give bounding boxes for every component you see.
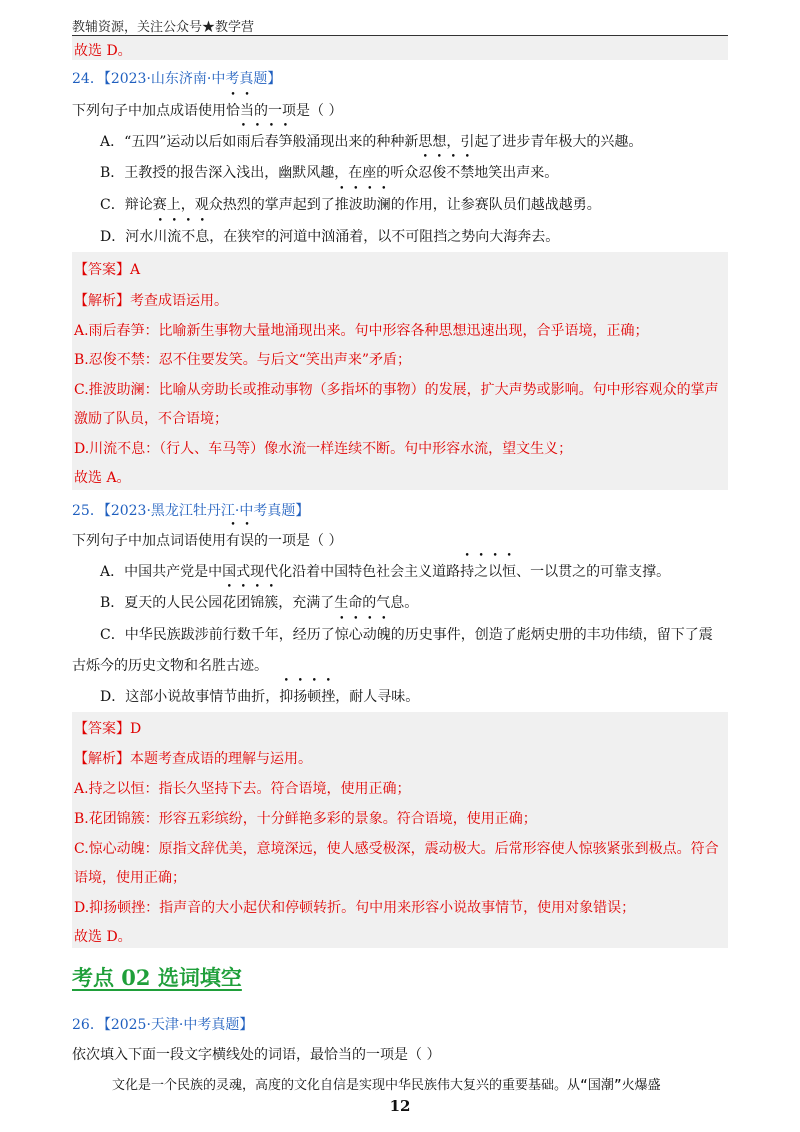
q24-analysis-b: B.忍俊不禁：忍不住要发笑。与后文“笑出声来”矛盾；: [74, 352, 412, 368]
q24-heading: [72, 68, 281, 88]
q26-stem: 依次填入下面一段文字横线处的词语，最恰当的一项是（ ）: [72, 1047, 441, 1063]
q24-analysis-c1: C.推波助澜：比喻从旁助长或推动事物（多指坏的事物）的发展，扩大声势或影响。句中形容观众的掌声: [74, 382, 719, 398]
q25-heading: [72, 500, 309, 520]
q25-conclusion: 故选 D。: [74, 929, 132, 945]
q25-analysis-d: D.抑扬顿挫：指声音的大小起伏和停顿转折。句中用来形容小说故事情节，使用对象错误；: [74, 900, 636, 916]
q24-analysis-c2: 激励了队员，不合语境；: [74, 411, 228, 427]
q25-stem: 下列句子中加点词语使用有误的一项是（ ）: [72, 533, 343, 549]
q24-number: 24．: [72, 71, 104, 87]
q24-option-d[interactable]: D．河水川流不息，在狭窄的河道中汹涌着，以不可阻挡之势向大海奔去。: [100, 229, 560, 245]
q24-answer: 【答案】A: [74, 262, 141, 278]
page-header: 教辅资源，关注公众号★教学营: [72, 20, 255, 35]
section-title: 考点 02 选词填空: [72, 965, 242, 990]
q24-analysis-d: D.川流不息：（行人、车马等）像水流一样连续不断。句中形容水流，望文生义；: [74, 441, 573, 457]
q24-source: 【2023·山东济南·中考真题】: [103, 71, 282, 87]
q24-conclusion: 故选 A。: [74, 470, 131, 486]
q26-number: 26．: [72, 1017, 104, 1033]
q25-option-c-line2: 古烁今的历史文物和名胜古迹。: [72, 658, 268, 674]
q25-analysis-c1: C.惊心动魄：原指文辞优美，意境深远，使人感受极深，震动极大。后常形容使人惊骇紧张到极点。符合: [74, 841, 719, 857]
q25-analysis-a: A.持之以恒：指长久坚持下去。符合语境，使用正确；: [74, 781, 411, 797]
previous-conclusion: 故选 D。: [74, 43, 132, 59]
previous-answer-block: [72, 36, 728, 60]
q24-analysis-a: A.雨后春笋：比喻新生事物大量地涌现出来。句中形容各种思想迅速出现，合乎语境，正确；: [74, 323, 649, 339]
q25-answer: 【答案】D: [74, 721, 142, 737]
q26-heading: [72, 1014, 253, 1034]
q24-analysis-intro: 【解析】考查成语运用。: [74, 293, 228, 309]
q25-number: 25．: [72, 503, 104, 519]
q25-source: 【2023·黑龙江牡丹江·中考真题】: [103, 503, 310, 519]
q25-analysis-c2: 语境，使用正确；: [74, 870, 186, 886]
q24-stem: 下列句子中加点成语使用恰当的一项是（ ）: [72, 103, 343, 119]
q25-analysis-intro: 【解析】本题考查成语的理解与运用。: [74, 751, 312, 767]
q24-option-c[interactable]: C．辩论赛上，观众热烈的掌声起到了推波助澜的作用，让参赛队员们越战越勇。: [100, 197, 601, 213]
q25-option-a[interactable]: A．中国共产党是中国式现代化沿着中国特色社会主义道路持之以恒、一以贯之的可靠支撑。: [100, 564, 671, 580]
q25-analysis-b: B.花团锦簇：形容五彩缤纷，十分鲜艳多彩的景象。符合语境，使用正确；: [74, 811, 537, 827]
q26-passage: 文化是一个民族的灵魂，高度的文化自信是实现中华民族伟大复兴的重要基础。从“国潮”火爆盛: [112, 1078, 661, 1093]
q25-option-d[interactable]: D．这部小说故事情节曲折，抑扬顿挫，耐人寻味。: [100, 689, 420, 705]
q25-option-c[interactable]: C．中华民族跋涉前行数千年，经历了惊心动魄的历史事件，创造了彪炳史册的丰功伟绩，留下了震: [100, 627, 713, 643]
q24-option-a[interactable]: A．“五四”运动以后如雨后春笋般涌现出来的种种新思想，引起了进步青年极大的兴趣。: [100, 134, 643, 150]
q26-source: 【2025·天津·中考真题】: [103, 1017, 254, 1033]
page-number: 12: [389, 1097, 411, 1115]
q24-option-b[interactable]: B．王教授的报告深入浅出，幽默风趣，在座的听众忍俊不禁地笑出声来。: [100, 165, 559, 181]
q25-option-b[interactable]: B．夏天的人民公园花团锦簇，充满了生命的气息。: [100, 595, 419, 611]
